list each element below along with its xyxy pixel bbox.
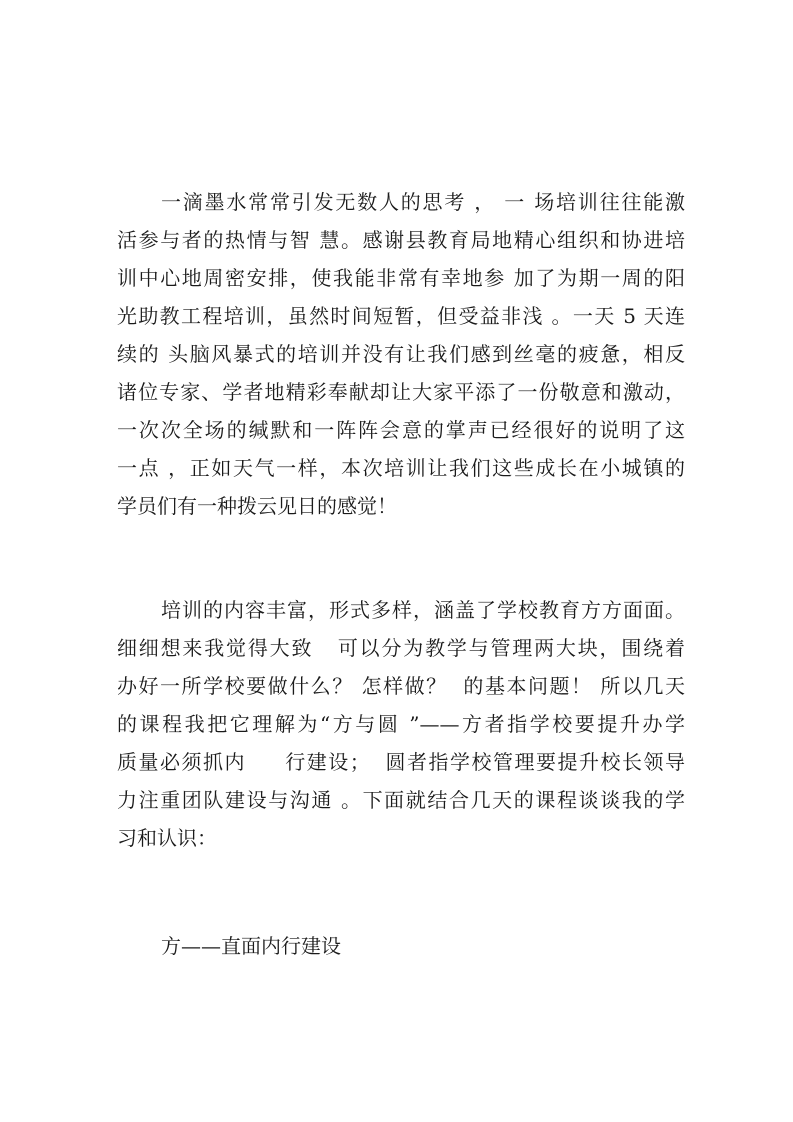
text-line: 活参与者的热情与智 慧。感谢县教育局地精心组织和协进培 [117,228,685,252]
text-line: 光助教工程培训，虽然时间短暂，但受益非浅 。一天 5 天连 [117,304,685,328]
text-line: 细细想来我觉得大致 可以分为教学与管理两大块，围绕着 [117,636,685,660]
text-line: 培训的内容丰富，形式多样，涵盖了学校教育方方面面。 [161,598,685,622]
text-line: 一点 ，正如天气一样，本次培训让我们这些成长在小城镇的 [117,456,685,480]
text-line: 质量必须抓内 行建设； 圆者指学校管理要提升校长领导 [117,750,685,774]
section-heading [117,927,685,965]
heading-text: 方——直面内行建设 [161,934,341,958]
text-line: 一次次全场的缄默和一阵阵会意的掌声已经很好的说明了这 [117,418,685,442]
text-line: 学员们有一种拨云见日的感觉！ [117,494,397,518]
text-line: 诸位专家、学者地精彩奉献却让大家平添了一份敬意和激动， [117,380,685,404]
text-line: 训中心地周密安排，使我能非常有幸地参 加了为期一周的阳 [117,266,685,290]
text-line: 习和认识： [117,826,217,850]
text-line: 的课程我把它理解为“方与圆 ”——方者指学校要提升办学 [117,712,685,736]
text-line: 力注重团队建设与沟通 。下面就结合几天的课程谈谈我的学 [117,788,685,812]
paragraph-content-overview [117,591,685,857]
document-body [117,0,685,1122]
text-line: 办好一所学校要做什么？ 怎样做？ 的基本问题！ 所以几天 [117,674,685,698]
text-line: 续的 头脑风暴式的培训并没有让我们感到丝毫的疲惫，相反 [117,342,685,366]
text-line: 一滴墨水常常引发无数人的思考 ， 一 场培训往往能激 [161,190,685,214]
paragraph-intro [117,183,685,525]
